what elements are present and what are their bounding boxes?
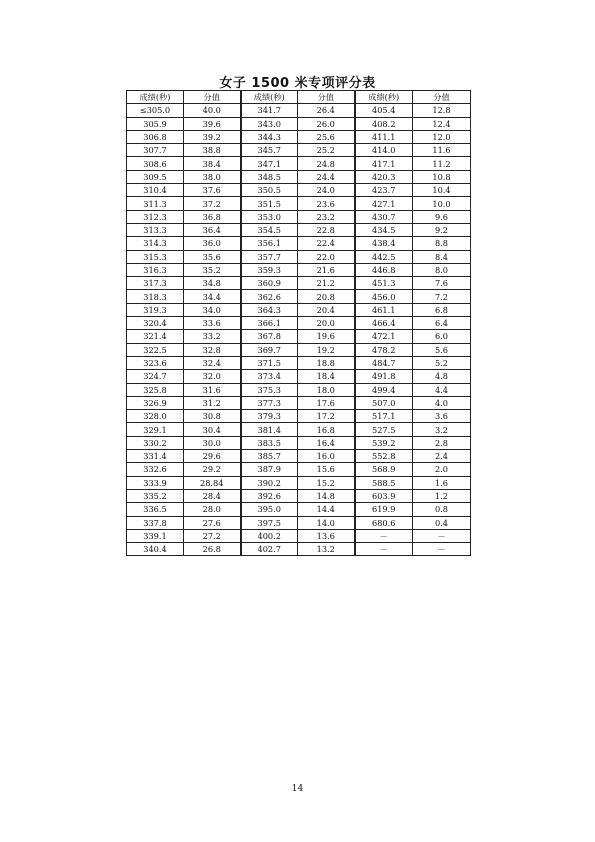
cell-points-2: 16.0 (298, 450, 355, 463)
cell-score-2: 375.3 (241, 383, 298, 396)
cell-score-2: 383.5 (241, 436, 298, 449)
cell-points-2: 14.4 (298, 503, 355, 516)
cell-points-1: 32.8 (184, 343, 241, 356)
cell-score-2: 366.1 (241, 317, 298, 330)
table-row (127, 290, 471, 303)
header-points-2: 分值 (298, 91, 355, 104)
cell-score-3: 438.4 (355, 237, 413, 250)
cell-score-3: 484.7 (355, 356, 413, 369)
cell-points-1: 31.2 (184, 396, 241, 409)
cell-score-2: 369.7 (241, 343, 298, 356)
cell-points-2: 14.8 (298, 489, 355, 502)
cell-points-2: 24.0 (298, 184, 355, 197)
cell-points-3: 12.0 (413, 130, 471, 143)
page-number: 14 (291, 784, 304, 794)
cell-score-2: 360.9 (241, 277, 298, 290)
cell-score-3: 588.5 (355, 476, 413, 489)
cell-points-1: 30.4 (184, 423, 241, 436)
cell-score-1: 339.1 (127, 529, 184, 542)
cell-score-2: 344.3 (241, 130, 298, 143)
cell-score-2: 356.1 (241, 237, 298, 250)
cell-score-1: 324.7 (127, 370, 184, 383)
table-row (127, 117, 471, 130)
cell-score-1: 321.4 (127, 330, 184, 343)
cell-score-3: 539.2 (355, 436, 413, 449)
header-points-3: 分值 (413, 91, 471, 104)
cell-score-3: 491.8 (355, 370, 413, 383)
cell-points-3: 7.2 (413, 290, 471, 303)
cell-score-2: 402.7 (241, 543, 298, 556)
cell-points-3: 12.4 (413, 117, 471, 130)
cell-points-2: 17.6 (298, 396, 355, 409)
cell-score-2: 385.7 (241, 450, 298, 463)
cell-score-1: 310.4 (127, 184, 184, 197)
cell-points-3: 9.6 (413, 210, 471, 223)
table-header-row (127, 91, 471, 104)
cell-points-1: 38.4 (184, 157, 241, 170)
cell-points-3: 4.0 (413, 396, 471, 409)
cell-score-2: 395.0 (241, 503, 298, 516)
cell-points-2: 26.4 (298, 104, 355, 117)
page-title: 女子 1500 米专项评分表 (219, 76, 376, 91)
cell-score-3: 680.6 (355, 516, 413, 529)
cell-score-2: 390.2 (241, 476, 298, 489)
cell-points-1: 37.2 (184, 197, 241, 210)
table-row (127, 157, 471, 170)
cell-score-1: 330.2 (127, 436, 184, 449)
cell-score-3: 423.7 (355, 184, 413, 197)
cell-score-3: 456.0 (355, 290, 413, 303)
cell-score-2: 373.4 (241, 370, 298, 383)
cell-points-3: 2.8 (413, 436, 471, 449)
cell-points-1: 40.0 (184, 104, 241, 117)
table-row (127, 396, 471, 409)
cell-points-3: 11.2 (413, 157, 471, 170)
table-row (127, 223, 471, 236)
cell-score-2: 353.0 (241, 210, 298, 223)
cell-points-2: 20.4 (298, 303, 355, 316)
cell-score-3: 411.1 (355, 130, 413, 143)
cell-points-2: 13.6 (298, 529, 355, 542)
cell-points-1: 37.6 (184, 184, 241, 197)
cell-points-1: 38.8 (184, 144, 241, 157)
cell-score-3: 517.1 (355, 410, 413, 423)
header-score-2: 成绩(秒) (241, 91, 298, 104)
cell-points-3: 8.0 (413, 263, 471, 276)
cell-points-3: 3.2 (413, 423, 471, 436)
cell-points-2: 22.8 (298, 223, 355, 236)
table-row (127, 263, 471, 276)
cell-points-3: 10.8 (413, 170, 471, 183)
table-row (127, 463, 471, 476)
cell-score-1: 316.3 (127, 263, 184, 276)
cell-points-3: － (413, 543, 471, 556)
cell-points-3: 5.6 (413, 343, 471, 356)
cell-points-1: 27.6 (184, 516, 241, 529)
table-row (127, 410, 471, 423)
cell-score-3: 552.8 (355, 450, 413, 463)
table-row (127, 450, 471, 463)
cell-points-3: 11.6 (413, 144, 471, 157)
cell-points-3: 10.0 (413, 197, 471, 210)
cell-points-1: 36.0 (184, 237, 241, 250)
table-row (127, 144, 471, 157)
cell-points-1: 27.2 (184, 529, 241, 542)
cell-score-2: 362.6 (241, 290, 298, 303)
cell-points-2: 18.8 (298, 356, 355, 369)
cell-score-3: 405.4 (355, 104, 413, 117)
cell-score-2: 354.5 (241, 223, 298, 236)
cell-points-2: 19.2 (298, 343, 355, 356)
table-row (127, 383, 471, 396)
cell-score-1: 336.5 (127, 503, 184, 516)
cell-score-2: 343.0 (241, 117, 298, 130)
cell-points-2: 16.8 (298, 423, 355, 436)
table-row (127, 210, 471, 223)
table-row (127, 356, 471, 369)
cell-points-2: 24.8 (298, 157, 355, 170)
cell-score-2: 371.5 (241, 356, 298, 369)
cell-points-3: 2.0 (413, 463, 471, 476)
cell-points-2: 16.4 (298, 436, 355, 449)
cell-score-3: 414.0 (355, 144, 413, 157)
cell-points-1: 29.6 (184, 450, 241, 463)
cell-score-2: 379.3 (241, 410, 298, 423)
table-row (127, 184, 471, 197)
cell-points-3: 1.2 (413, 489, 471, 502)
cell-points-1: 33.6 (184, 317, 241, 330)
cell-points-1: 36.4 (184, 223, 241, 236)
cell-score-1: 311.3 (127, 197, 184, 210)
cell-score-3: 603.9 (355, 489, 413, 502)
cell-score-1: 320.4 (127, 317, 184, 330)
table-row (127, 476, 471, 489)
cell-score-1: 312.3 (127, 210, 184, 223)
header-points-1: 分值 (184, 91, 241, 104)
cell-points-1: 39.2 (184, 130, 241, 143)
cell-points-2: 17.2 (298, 410, 355, 423)
cell-score-3: 478.2 (355, 343, 413, 356)
table-body (127, 104, 471, 556)
cell-points-1: 28.0 (184, 503, 241, 516)
cell-score-2: 351.5 (241, 197, 298, 210)
cell-points-1: 32.4 (184, 356, 241, 369)
cell-points-1: 35.6 (184, 250, 241, 263)
cell-score-3: 568.9 (355, 463, 413, 476)
cell-score-1: 305.9 (127, 117, 184, 130)
cell-score-1: 335.2 (127, 489, 184, 502)
cell-score-2: 367.8 (241, 330, 298, 343)
cell-score-3: 507.0 (355, 396, 413, 409)
cell-score-1: 306.8 (127, 130, 184, 143)
table-row (127, 303, 471, 316)
table-row (127, 317, 471, 330)
cell-points-2: 23.6 (298, 197, 355, 210)
cell-score-1: 313.3 (127, 223, 184, 236)
cell-points-3: 6.8 (413, 303, 471, 316)
cell-points-2: 15.2 (298, 476, 355, 489)
cell-score-1: 314.3 (127, 237, 184, 250)
cell-points-3: 5.2 (413, 356, 471, 369)
cell-score-2: 387.9 (241, 463, 298, 476)
cell-score-3: 451.3 (355, 277, 413, 290)
table-row (127, 516, 471, 529)
cell-score-1: 309.5 (127, 170, 184, 183)
cell-points-1: 39.6 (184, 117, 241, 130)
cell-score-3: 408.2 (355, 117, 413, 130)
cell-score-2: 377.3 (241, 396, 298, 409)
table-row (127, 370, 471, 383)
cell-points-1: 30.8 (184, 410, 241, 423)
cell-points-3: 2.4 (413, 450, 471, 463)
table-row (127, 330, 471, 343)
cell-points-2: 14.0 (298, 516, 355, 529)
cell-points-2: 18.0 (298, 383, 355, 396)
cell-points-1: 33.2 (184, 330, 241, 343)
cell-score-3: 417.1 (355, 157, 413, 170)
cell-score-1: 323.6 (127, 356, 184, 369)
cell-points-1: 28.4 (184, 489, 241, 502)
cell-points-3: 8.8 (413, 237, 471, 250)
cell-points-2: 18.4 (298, 370, 355, 383)
cell-points-2: 19.6 (298, 330, 355, 343)
cell-points-1: 35.2 (184, 263, 241, 276)
cell-score-2: 392.6 (241, 489, 298, 502)
table-row (127, 503, 471, 516)
cell-score-3: 619.9 (355, 503, 413, 516)
cell-score-2: 341.7 (241, 104, 298, 117)
header-score-3: 成绩(秒) (355, 91, 413, 104)
cell-score-1: 332.6 (127, 463, 184, 476)
cell-score-2: 357.7 (241, 250, 298, 263)
cell-points-3: 4.8 (413, 370, 471, 383)
table-row (127, 529, 471, 542)
cell-score-2: 359.3 (241, 263, 298, 276)
cell-score-1: 315.3 (127, 250, 184, 263)
cell-score-2: 400.2 (241, 529, 298, 542)
cell-points-1: 34.4 (184, 290, 241, 303)
cell-score-1: 326.9 (127, 396, 184, 409)
cell-points-3: 1.6 (413, 476, 471, 489)
cell-score-1: 308.6 (127, 157, 184, 170)
cell-points-1: 29.2 (184, 463, 241, 476)
cell-points-2: 15.6 (298, 463, 355, 476)
cell-points-3: 3.6 (413, 410, 471, 423)
cell-score-3: 442.5 (355, 250, 413, 263)
cell-points-3: 6.0 (413, 330, 471, 343)
cell-points-1: 32.0 (184, 370, 241, 383)
cell-points-1: 34.8 (184, 277, 241, 290)
cell-score-1: 325.8 (127, 383, 184, 396)
cell-points-2: 20.0 (298, 317, 355, 330)
cell-points-3: － (413, 529, 471, 542)
table-row (127, 436, 471, 449)
table-row (127, 543, 471, 556)
cell-score-3: － (355, 543, 413, 556)
table-row (127, 130, 471, 143)
cell-score-2: 345.7 (241, 144, 298, 157)
table-row (127, 277, 471, 290)
table-row (127, 197, 471, 210)
cell-score-1: 337.8 (127, 516, 184, 529)
cell-points-2: 13.2 (298, 543, 355, 556)
header-score-1: 成绩(秒) (127, 91, 184, 104)
cell-points-1: 34.0 (184, 303, 241, 316)
cell-score-1: 340.4 (127, 543, 184, 556)
cell-points-1: 36.8 (184, 210, 241, 223)
cell-score-3: 427.1 (355, 197, 413, 210)
cell-points-2: 22.4 (298, 237, 355, 250)
cell-points-3: 0.8 (413, 503, 471, 516)
cell-score-3: － (355, 529, 413, 542)
cell-score-1: 333.9 (127, 476, 184, 489)
cell-points-1: 30.0 (184, 436, 241, 449)
cell-score-1: 331.4 (127, 450, 184, 463)
cell-points-2: 21.2 (298, 277, 355, 290)
cell-points-3: 9.2 (413, 223, 471, 236)
cell-points-2: 25.2 (298, 144, 355, 157)
cell-score-1: 322.5 (127, 343, 184, 356)
table-row (127, 104, 471, 117)
cell-points-3: 4.4 (413, 383, 471, 396)
cell-score-3: 499.4 (355, 383, 413, 396)
table-row (127, 237, 471, 250)
score-table (126, 90, 471, 556)
cell-score-3: 434.5 (355, 223, 413, 236)
cell-score-2: 350.5 (241, 184, 298, 197)
cell-score-2: 364.3 (241, 303, 298, 316)
cell-points-3: 0.4 (413, 516, 471, 529)
cell-score-2: 347.1 (241, 157, 298, 170)
cell-points-1: 31.6 (184, 383, 241, 396)
cell-points-2: 20.8 (298, 290, 355, 303)
cell-points-1: 38.0 (184, 170, 241, 183)
cell-score-3: 461.1 (355, 303, 413, 316)
cell-points-3: 10.4 (413, 184, 471, 197)
cell-score-3: 472.1 (355, 330, 413, 343)
table-row (127, 343, 471, 356)
cell-score-2: 381.4 (241, 423, 298, 436)
cell-points-2: 24.4 (298, 170, 355, 183)
cell-points-1: 28.84 (184, 476, 241, 489)
cell-score-3: 527.5 (355, 423, 413, 436)
cell-score-3: 466.4 (355, 317, 413, 330)
cell-score-2: 397.5 (241, 516, 298, 529)
cell-points-3: 6.4 (413, 317, 471, 330)
cell-points-2: 26.0 (298, 117, 355, 130)
cell-points-3: 12.8 (413, 104, 471, 117)
cell-score-1: 317.3 (127, 277, 184, 290)
table-row (127, 489, 471, 502)
cell-score-1: 307.7 (127, 144, 184, 157)
cell-score-1: 319.3 (127, 303, 184, 316)
cell-score-3: 430.7 (355, 210, 413, 223)
cell-points-2: 21.6 (298, 263, 355, 276)
table-row (127, 250, 471, 263)
cell-points-2: 22.0 (298, 250, 355, 263)
cell-points-2: 25.6 (298, 130, 355, 143)
cell-score-1: 318.3 (127, 290, 184, 303)
cell-points-3: 7.6 (413, 277, 471, 290)
cell-score-1: 328.0 (127, 410, 184, 423)
cell-points-3: 8.4 (413, 250, 471, 263)
cell-score-1: ≤305.0 (127, 104, 184, 117)
cell-points-1: 26.8 (184, 543, 241, 556)
cell-score-2: 348.5 (241, 170, 298, 183)
table-row (127, 423, 471, 436)
cell-points-2: 23.2 (298, 210, 355, 223)
table-row (127, 170, 471, 183)
cell-score-1: 329.1 (127, 423, 184, 436)
cell-score-3: 420.3 (355, 170, 413, 183)
cell-score-3: 446.8 (355, 263, 413, 276)
